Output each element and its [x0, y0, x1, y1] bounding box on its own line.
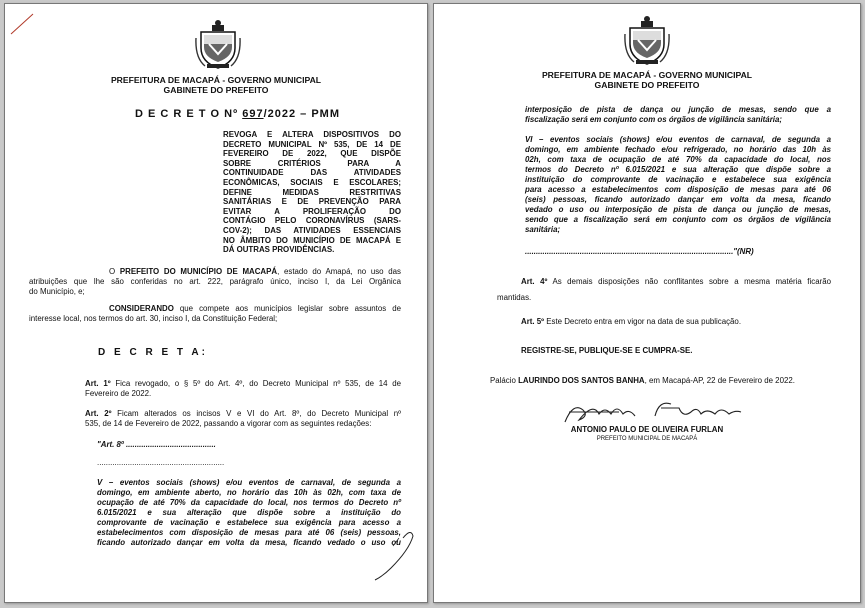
signer-title: PREFEITO MUNICIPAL DE MACAPÁ — [596, 436, 698, 442]
considerando-bold: CONSIDERANDO — [109, 304, 174, 313]
considerando-line: interesse local, nos termos do art. 30, inciso I, da Constituição Federal; — [29, 314, 278, 323]
ementa-line: DEFINE MEDIDAS RESTRITIVAS — [223, 187, 401, 197]
article-1-label: Art. 1º — [85, 379, 111, 388]
item-vi-line: termos do Decreto nº 6.015/2021 e sua alteração que dispõe sobre a — [525, 165, 831, 174]
ementa-line: EVITAR A PROLIFERAÇÃO DO — [223, 206, 401, 216]
preamble-text: , estado do Amapá, no uso das — [277, 267, 401, 276]
article-5 — [521, 317, 741, 327]
coat-of-arms-icon — [195, 18, 241, 70]
considerando-line-1 — [29, 304, 401, 314]
article-4-line: mantidas. — [497, 293, 532, 302]
handwritten-signature — [559, 396, 749, 426]
ementa-line: CONTÁGIO PELO CORONAVÍRUS (SARS- — [223, 216, 401, 226]
item-v-line: ficando autorizado dançar em volta da mesa, ficando vedado o uso ou — [97, 538, 401, 547]
preamble-line-1 — [85, 267, 401, 277]
item-vi-line: 02h, com taxa de ocupação de até 70% da capacidade do local, nos — [525, 155, 831, 164]
dots-line: .......................................................... — [97, 458, 225, 467]
continuation-line: fiscalização será em conjunto com os órgãos de vigilância sanitária; — [525, 115, 782, 124]
article-2-line-1 — [85, 409, 401, 419]
item-vi — [525, 135, 831, 235]
palacio-suffix: , em Macapá-AP, 22 de Fevereiro de 2022. — [644, 376, 795, 385]
article-4 — [497, 277, 831, 303]
considerando-text: que compete aos municípios legislar sobre assuntos de — [173, 304, 401, 313]
pen-mark — [9, 8, 39, 38]
decree-prefix: D E C R E T O Nº — [135, 108, 243, 120]
coat-of-arms-icon — [624, 14, 670, 66]
article-4-text: As demais disposições não conflitantes sobre a mesma matéria ficarão — [547, 277, 831, 286]
item-vi-line: VI – eventos sociais (shows) e/ou eventos de carnaval, de segunda a — [525, 135, 831, 144]
header-line-2: GABINETE DO PREFEITO — [594, 80, 700, 90]
document-page-1 — [4, 3, 428, 603]
article-4-label: Art. 4º — [521, 277, 548, 286]
ementa-line: SANITÁRIAS E DE PREVENÇÃO PARA — [223, 197, 401, 207]
item-v-line: comprovante de vacinação e estabelece sua exigência para acesso a — [97, 518, 401, 527]
ementa-line: ECONÔMICAS, SOCIAIS E ESCOLARES; — [223, 177, 401, 187]
preamble — [29, 267, 401, 297]
ementa-line: DECRETO MUNICIPAL Nº 535, DE 14 DE — [223, 139, 401, 149]
signer-name: ANTONIO PAULO DE OLIVEIRA FURLAN — [570, 425, 724, 434]
ementa-line: CONTINUIDADE DAS ATIVIDADES — [223, 168, 401, 178]
ementa-line: NO ÂMBITO DO MUNICÍPIO DE MACAPÁ E — [223, 235, 401, 245]
pen-stroke — [345, 524, 425, 584]
considerando — [29, 304, 401, 324]
item-vi-line: instituição do comprovante de vacinação e estabelece sua exigência — [525, 175, 831, 184]
article-1-line: Fevereiro de 2022. — [85, 389, 152, 398]
item-v-line: ocupação de até 70% da capacidade do local, nos termos do Decreto nº — [97, 498, 401, 507]
article-2 — [85, 409, 401, 429]
item-vi-line: domingo, em ambiente fechado e/ou refrigerado, no horário das 10h às — [525, 145, 831, 154]
art8-quote: "Art. 8º ......................................... — [97, 440, 216, 449]
decree-title — [135, 108, 340, 120]
article-4-line-1 — [497, 277, 831, 287]
ementa-line: FEVEREIRO DE 2022, QUE DISPÕE — [223, 149, 401, 159]
item-v-continuation — [525, 105, 831, 125]
ementa-line: REVOGA E ALTERA DISPOSITIVOS DO — [223, 130, 401, 139]
continuation-line: interposição de pista de dança ou junção de mesas, sendo que a — [525, 105, 831, 114]
item-vi-line: vedado o uso ou interposição de pista de dança ou junção de mesas, — [525, 205, 831, 214]
decreta-heading: D E C R E T A: — [98, 347, 208, 358]
ementa-line: COV-2); DAS ATIVIDADES ESSENCIAIS — [223, 225, 401, 235]
decree-suffix: /2022 – PMM — [263, 108, 340, 120]
article-1-text: Fica revogado, o § 5º do Art. 4º, do Decreto Municipal nº 535, de 14 de — [110, 379, 401, 388]
item-vi-line: para acesso a estabelecimentos com disposição de mesas para até 06 — [525, 185, 831, 194]
article-5-label: Art. 5º — [521, 317, 545, 326]
nr-line: ..............................................................................................."(NR) — [525, 247, 754, 256]
header-line-1: PREFEITURA DE MACAPÁ - GOVERNO MUNICIPAL — [541, 70, 753, 80]
preamble-line: do Município, e; — [29, 287, 85, 296]
preamble-prefix: O — [109, 267, 120, 276]
ementa-line: SOBRE CRITÉRIOS PARA A — [223, 158, 401, 168]
ementa-line: DÁ OUTRAS PROVIDÊNCIAS. — [223, 245, 335, 255]
document-page-2 — [433, 3, 861, 603]
item-vi-line: sanitária; — [525, 225, 561, 234]
palacio-line — [490, 376, 795, 386]
article-5-text: Este Decreto entra em vigor na data de sua publicação. — [544, 317, 742, 326]
article-2-line: 535, de 14 de Fevereiro de 2022, passando a vigorar com as seguintes redações: — [85, 419, 372, 428]
preamble-bold: PREFEITO DO MUNICÍPIO DE MACAPÁ — [119, 267, 278, 276]
palacio-prefix: Palácio — [490, 376, 519, 385]
preamble-line: atribuições que lhe são conferidas no art. 222, parágrafo único, inciso I, da Lei Orgânica — [29, 277, 401, 286]
article-1 — [85, 379, 401, 399]
item-vi-line: (seis) pessoas, ficando autorizado dançar em volta da mesa, ficando — [525, 195, 831, 204]
palacio-bold: LAURINDO DOS SANTOS BANHA — [518, 376, 645, 385]
item-v-line: domingo, em ambiente aberto, no horário das 10h às 02h, com taxa de — [97, 488, 401, 497]
header-line-2: GABINETE DO PREFEITO — [163, 85, 269, 95]
article-2-label: Art. 2º — [85, 409, 112, 418]
item-v-line: estabelecimentos com disposição de mesas para até 06 (seis) pessoas, — [97, 528, 401, 537]
header-line-1: PREFEITURA DE MACAPÁ - GOVERNO MUNICIPAL — [110, 75, 322, 85]
ementa — [223, 130, 401, 255]
article-2-text: Ficam alterados os incisos V e VI do Art. 8º, do Decreto Municipal nº — [111, 409, 401, 418]
item-vi-line: sendo que a fiscalização será em conjunto com os órgãos de vigilância — [525, 215, 831, 224]
item-v-line: 6.015/2021 e sua alteração que dispõe sobre a instituição do — [97, 508, 401, 517]
item-v-line: V – eventos sociais (shows) e/ou eventos de carnaval, de segunda a — [97, 478, 401, 487]
article-1-line-1 — [85, 379, 401, 389]
decree-number: 697 — [242, 108, 264, 120]
registre-line: REGISTRE-SE, PUBLIQUE-SE E CUMPRA-SE. — [521, 346, 693, 355]
